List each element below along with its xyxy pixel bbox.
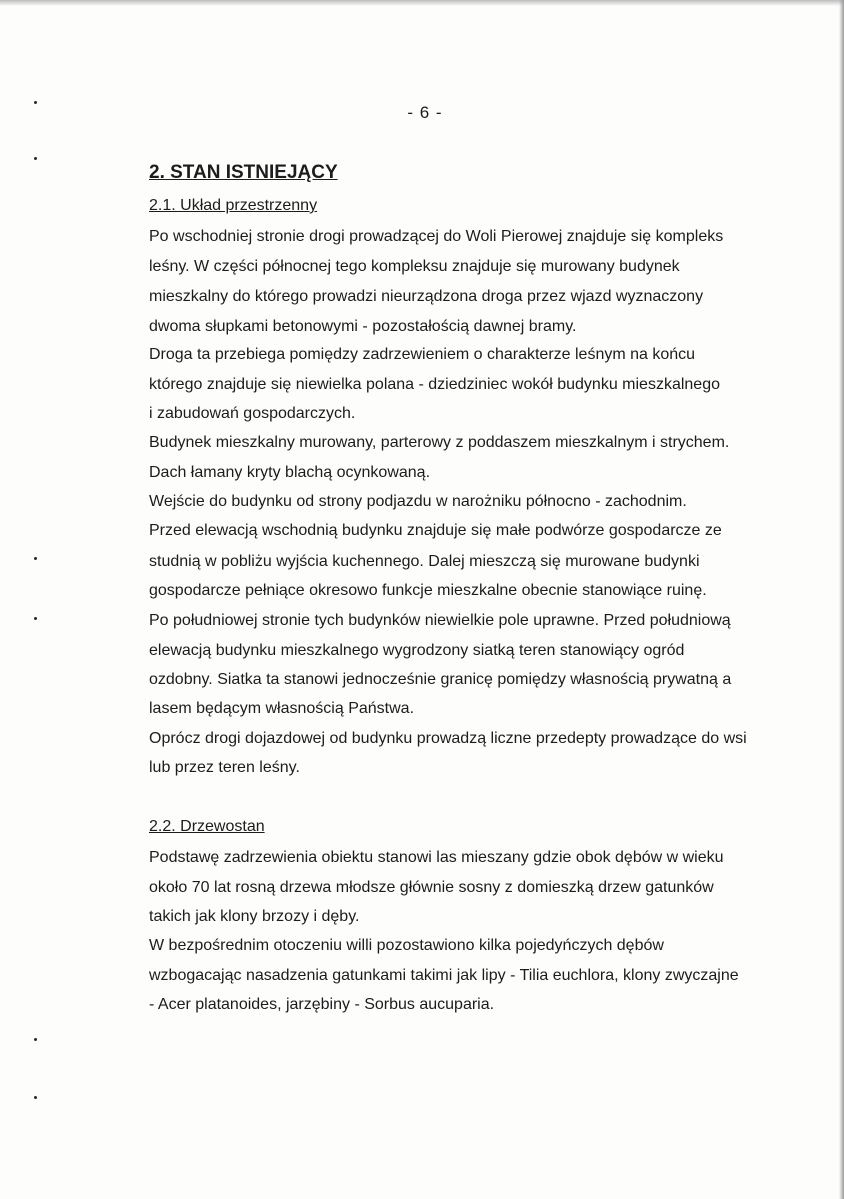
text-line: Droga ta przebiega pomiędzy zadrzewieniem o charakterze leśnym na końcu xyxy=(149,346,696,363)
scan-speck xyxy=(34,1038,37,1041)
text-line: Po południowej stronie tych budynków niewielkie pole uprawne. Przed południową xyxy=(149,612,731,629)
text-line: takich jak klony brzozy i dęby. xyxy=(149,908,360,925)
text-line: wzbogacając nasadzenia gatunkami takimi jak lipy - Tilia euchlora, klony zwyczajne xyxy=(149,967,739,984)
text-line: dwoma słupkami betonowymi - pozostałością dawnej bramy. xyxy=(149,318,577,335)
text-line: gospodarcze pełniące okresowo funkcje mieszkalne obecnie stanowiące ruinę. xyxy=(149,582,707,599)
scan-edge-top xyxy=(0,0,844,6)
text-line: Przed elewacją wschodnią budynku znajduje się małe podwórze gospodarcze ze xyxy=(149,522,722,539)
text-line: mieszkalny do którego prowadzi nieurządzona droga przez wjazd wyznaczony xyxy=(149,288,704,305)
text-line: Oprócz drogi dojazdowej od budynku prowadzą liczne przedepty prowadzące do wsi xyxy=(149,730,747,747)
text-line: ozdobny. Siatka ta stanowi jednocześnie granicę pomiędzy własnością prywatną a xyxy=(149,671,732,688)
text-line: Podstawę zadrzewienia obiektu stanowi las mieszany gdzie obok dębów w wieku xyxy=(149,849,724,866)
text-line: lasem będącym własnością Państwa. xyxy=(149,700,415,717)
scan-speck xyxy=(34,1096,37,1099)
subsection-title-spatial-layout: 2.1. Układ przestrzenny xyxy=(149,197,318,214)
text-line: studnią w pobliżu wyjścia kuchennego. Dalej mieszczą się murowane budynki xyxy=(149,553,700,570)
text-line: i zabudowań gospodarczych. xyxy=(149,405,356,422)
text-line: Budynek mieszkalny murowany, parterowy z poddaszem mieszkalnym i strychem. xyxy=(149,434,730,451)
scan-speck xyxy=(34,557,37,560)
text-line: Dach łamany kryty blachą ocynkowaną. xyxy=(149,464,431,481)
scan-speck xyxy=(34,157,37,160)
text-line: około 70 lat rosną drzewa młodsze głównie sosny z domieszką drzew gatunków xyxy=(149,879,714,896)
subsection-title-tree-stand: 2.2. Drzewostan xyxy=(149,818,265,835)
text-line: - Acer platanoides, jarzębiny - Sorbus aucuparia. xyxy=(149,996,495,1013)
scan-speck xyxy=(34,101,37,104)
scan-edge-right xyxy=(839,0,844,1199)
text-line: leśny. W części północnej tego kompleksu znajduje się murowany budynek xyxy=(149,258,680,275)
text-line: W bezpośrednim otoczeniu willi pozostawiono kilka pojedyńczych dębów xyxy=(149,937,664,954)
text-line: elewacją budynku mieszkalnego wygrodzony siatką teren stanowiący ogród xyxy=(149,642,685,659)
scan-speck xyxy=(34,617,37,620)
text-line: lub przez teren leśny. xyxy=(149,759,300,776)
page-number: - 6 - xyxy=(407,103,443,122)
section-heading: 2. STAN ISTNIEJĄCY xyxy=(149,162,338,183)
text-line: którego znajduje się niewielka polana - dziedziniec wokół budynku mieszkalnego xyxy=(149,376,720,393)
text-line: Po wschodniej stronie drogi prowadzącej do Woli Pierowej znajduje się kompleks xyxy=(149,228,724,245)
text-line: Wejście do budynku od strony podjazdu w narożniku północno - zachodnim. xyxy=(149,493,687,510)
